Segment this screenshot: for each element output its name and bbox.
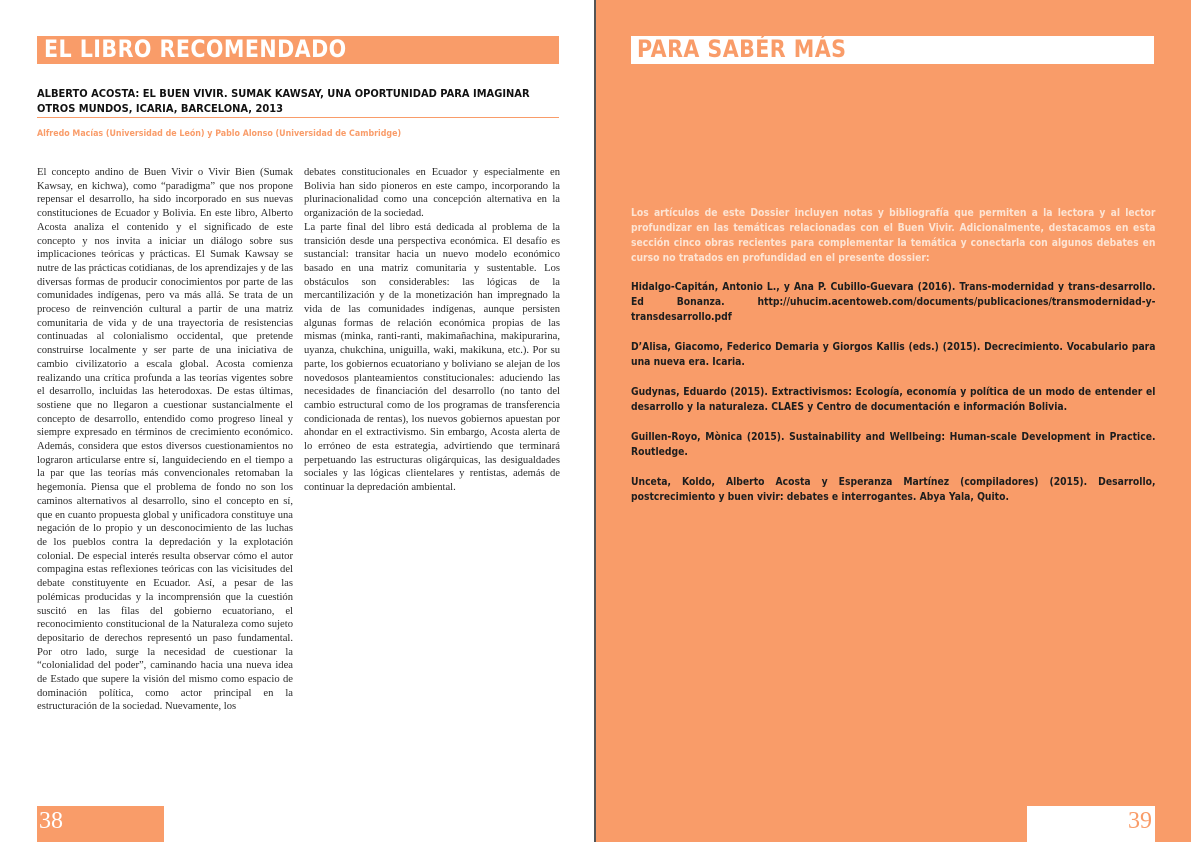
review-paragraph: La parte final del libro está dedicada al problema de la transición desde una perspectiva económica. El desafío es sustancial: transitar hacia un nuevo modelo económico basado en una matriz comunitaria y sustentable. Los obstáculos son considerables: las lógicas de la mercantilización y de la monetización han impregnado la vida de las comunidades indígenas, aunque persisten algunas formas de relación económica propias de las mismas (minka, ranti-ranti, makimañachina, makipurarina, uyanza, chukchina, uniguilla, waki, makikuna, etc.). Por su parte, los gobiernos ecuatoriano y boliviano se alejan de los novedosos planteamientos constitucionales: aduciendo las necesidades de financiación del desarrollo (no tanto del cambio estructural como de los programas de transferencia condicionada de rentas), los nuevos gobiernos apuestan por ahondar en el extractivismo. Sin embargo, Acosta alerta de lo erróneo de esta estrategia, advirtiendo que terminará perpetuando las estructuras oligárquicas, las desigualdades sociales y las lógicas clientelares y rentistas, además de continuar la depredación ambiental. bbox=[304, 221, 560, 494]
right-page-number: 39 bbox=[1128, 808, 1152, 834]
reference-item: Gudynas, Eduardo (2015). Extractivismos: Ecología, economía y política de un modo de entender el desarrollo y la naturaleza. CLAES y Centro de documentación e información Bolivia. bbox=[631, 386, 1156, 413]
right-section-title: PARA SABÉR MÁS bbox=[637, 35, 847, 63]
reference-item: Hidalgo-Capitán, Antonio L., y Ana P. Cubillo-Guevara (2016). Trans-modernidad y trans-desarrollo. Ed Bonanza. http://uhucim.acentoweb.com/documents/publicaciones/transmodernidad-y-transdesarrollo.pdf bbox=[631, 281, 1156, 323]
review-paragraph: El concepto andino de Buen Vivir o Vivir Bien (Sumak Kawsay, en kichwa), como “paradigma” que nos propone repensar el desarrollo, ha sido incorporado en sus nuevas constituciones de Ecuador y Bolivia. En este libro, Alberto Acosta analiza el contenido y el significado de este concepto y nos invita a iniciar un diálogo sobre sus implicaciones teóricas y prácticas. El Sumak Kawsay se nutre de las prácticas cotidianas, de los aprendizajes y de las diversas formas de producir conocimientos por parte de las comunidades indígenas, pero va más allá. Se trata de un proceso de reinvención cultural a partir de una matriz comunitaria de vida y de una trayectoria de resistencias continuadas al colonialismo occidental, que pretende construirse localmente y ser parte de una iniciativa de cambio civilizatorio a escala global. Acosta comienza realizando una crítica profunda a las teorías vigentes sobre el desarrollo, incluidas las heterodoxas. De estas últimas, sostiene que no llegaron a cuestionar sustancialmente el concepto de desarrollo, entendido como progreso lineal y siempre expresado en términos de crecimiento económico. Además, considera que estos diversos cuestionamientos no lograron articularse entre sí, languideciendo en el tiempo a la par que las teorías más convencionales retomaban la hegemonía. Piensa que el problema de fondo no son los caminos alternativos al desarrollo, sino el concepto en sí, que en cuanto propuesta global y unificadora constituye una negación de lo propio y un desconocimiento de las luchas de los pueblos contra la depredación y la explotación colonial. De especial interés resulta observar cómo el autor compagina estas reflexiones teóricas con las vicisitudes del debate constituyente en Ecuador. Así, a pesar de las polémicas producidas y la incomprensión que la cuestión suscitó en las filas del gobierno ecuatoriano, el reconocimiento constitucional de la Naturaleza como sujeto depositario de derechos representó un paso fundamental. Por otro lado, surge la necesidad de cuestionar la “colonialidad del poder”, caminando hacia una nueva idea de Estado que supere la visión del mismo como espacio de dominación política, como actor principal en la estructuración de la sociedad. Nuevamente, los bbox=[37, 167, 293, 713]
left-page-number: 38 bbox=[39, 808, 63, 834]
reference-item: Unceta, Koldo, Alberto Acosta y Esperanza Martínez (compiladores) (2015). Desarrollo, postcrecimiento y buen vivir: debates e interrogantes. Abya Yala, Quito. bbox=[631, 476, 1156, 503]
review-column-2 bbox=[304, 166, 560, 495]
book-title: ALBERTO ACOSTA: EL BUEN VIVIR. SUMAK KAWSAY, UNA OPORTUNIDAD PARA IMAGINAR OTROS MUNDOS, ICARIA, BARCELONA, 2013 bbox=[37, 87, 530, 115]
page-gutter bbox=[594, 0, 596, 842]
further-reading bbox=[631, 206, 1155, 520]
title-divider bbox=[37, 117, 559, 118]
reference-item: Guillen-Royo, Mònica (2015). Sustainability and Wellbeing: Human-scale Development in Practice. Routledge. bbox=[631, 431, 1156, 458]
review-authors: Alfredo Macías (Universidad de León) y Pablo Alonso (Universidad de Cambridge) bbox=[37, 129, 402, 139]
further-reading-intro: Los artículos de este Dossier incluyen notas y bibliografía que permiten a la lectora y al lector profundizar en las temáticas relacionadas con el Buen Vivir. Adicionalmente, destacamos en esta sección cinco obras recientes para complementar la temática y conectarla con algunos debates en curso no tratados en profundidad en el presente dossier: bbox=[631, 207, 1156, 264]
review-column-1 bbox=[37, 166, 293, 714]
left-section-title: EL LIBRO RECOMENDADO bbox=[44, 35, 347, 63]
review-paragraph: debates constitucionales en Ecuador y especialmente en Bolivia han sido pioneros en este campo, incorporando la plurinacionalidad como una concepción alternativa en la organización de la sociedad. bbox=[304, 167, 560, 220]
reference-item: D’Alisa, Giacomo, Federico Demaria y Giorgos Kallis (eds.) (2015). Decrecimiento. Vocabulario para una nueva era. Icaria. bbox=[631, 341, 1156, 368]
